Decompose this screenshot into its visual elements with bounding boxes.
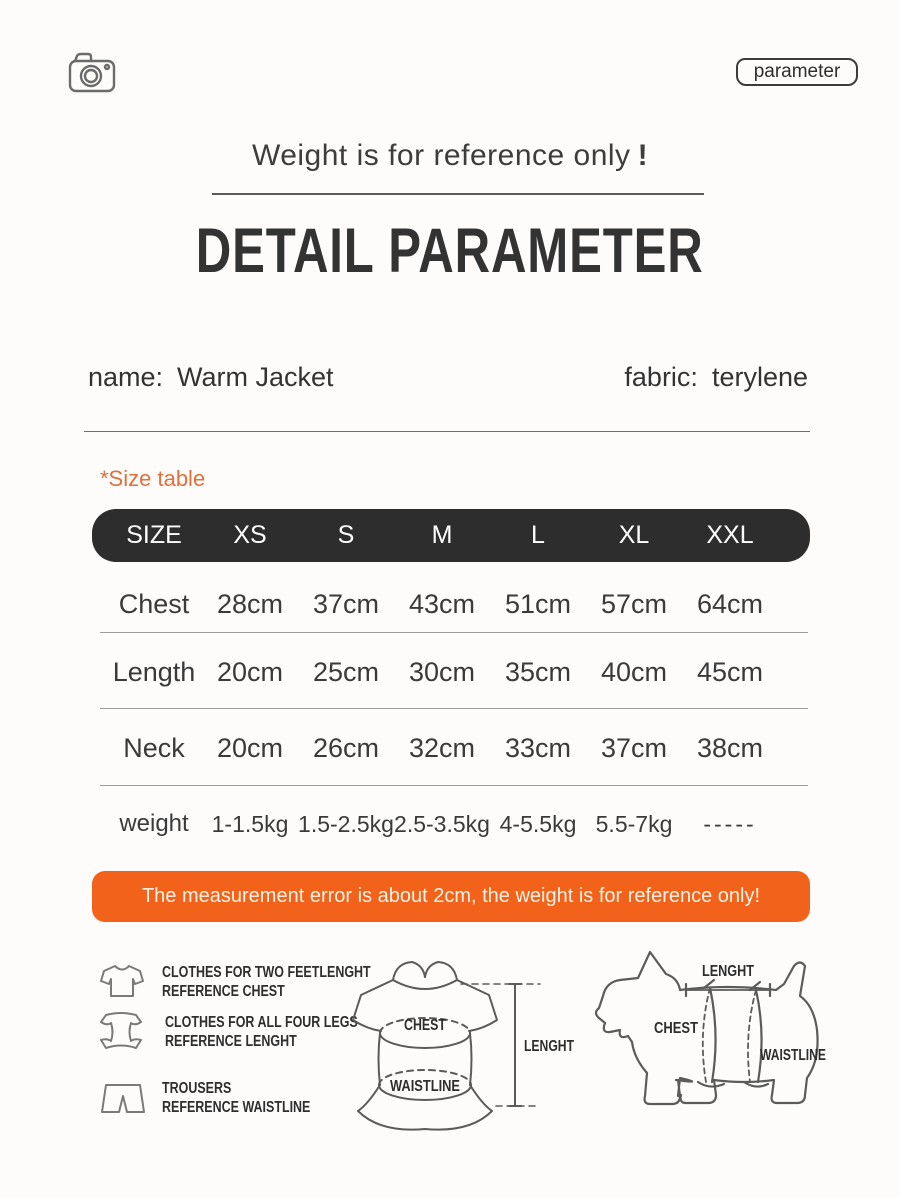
cell: 2.5-3.5kg	[394, 810, 490, 837]
table-row-neck	[92, 730, 810, 766]
size-table-header	[92, 509, 810, 562]
dog-chest-label: CHEST	[654, 1020, 699, 1037]
cell: 25cm	[312, 656, 380, 687]
row-label: Chest	[118, 588, 190, 619]
legend-item-four-legs: CLOTHES FOR ALL FOUR LEGS REFERENCE LENGHT	[165, 1014, 358, 1050]
row-label: Neck	[123, 732, 185, 763]
parameter-badge-label: parameter	[753, 61, 841, 82]
row-label: weight	[119, 810, 189, 837]
dog-waistline-label: WAISTLINE	[760, 1047, 827, 1064]
row-divider	[100, 708, 808, 709]
product-fabric	[624, 362, 808, 393]
col-l: L	[531, 521, 545, 549]
col-xl: XL	[618, 521, 650, 549]
table-row-length	[92, 654, 810, 690]
cell: 1-1.5kg	[211, 810, 289, 837]
trousers-icon	[101, 1082, 145, 1116]
cell: 28cm	[216, 588, 284, 619]
col-size: SIZE	[126, 521, 182, 549]
product-name	[88, 362, 334, 393]
shirt-chest-label: CHEST	[404, 1017, 447, 1034]
product-fabric-value: terylene	[711, 362, 808, 392]
page-title: DETAIL PARAMETER	[196, 215, 704, 286]
reference-subtitle: Weight is for reference only !	[251, 139, 649, 172]
cell: 45cm	[696, 656, 764, 687]
cell: 37cm	[312, 588, 380, 619]
col-s: S	[337, 521, 355, 549]
dog-length-label: LENGHT	[702, 963, 755, 980]
tshirt-icon	[99, 962, 145, 1000]
table-row-weight	[92, 806, 810, 842]
section-divider	[84, 431, 810, 432]
cell: 20cm	[216, 656, 284, 687]
cell: 33cm	[504, 732, 572, 763]
col-xs: XS	[233, 521, 267, 549]
bodysuit-icon	[98, 1010, 144, 1052]
cell: 35cm	[504, 656, 572, 687]
row-divider	[100, 632, 808, 633]
cell: 30cm	[408, 656, 476, 687]
cell: 4-5.5kg	[499, 810, 577, 837]
dog-measurement-diagram	[586, 938, 891, 1143]
shirt-waistline-label: WAISTLINE	[390, 1078, 461, 1095]
table-row-chest	[92, 586, 810, 622]
camera-icon	[66, 50, 118, 96]
cell: 64cm	[696, 588, 764, 619]
legend-item-two-feet: CLOTHES FOR TWO FEETLENGHT REFERENCE CHEST	[162, 964, 371, 1000]
cell: 1.5-2.5kg	[298, 810, 394, 837]
cell: 37cm	[600, 732, 668, 763]
measurement-notice-banner	[92, 871, 810, 922]
cell: 5.5-7kg	[595, 810, 673, 837]
cell: 20cm	[216, 732, 284, 763]
legend-item-trousers: TROUSERS REFERENCE WAISTLINE	[162, 1080, 311, 1116]
subtitle-underline	[212, 193, 704, 195]
cell: 26cm	[312, 732, 380, 763]
cell: 40cm	[600, 656, 668, 687]
row-label: Length	[112, 656, 196, 687]
col-xxl: XXL	[706, 521, 754, 549]
product-info-row	[0, 362, 900, 393]
cell: -----	[703, 810, 757, 837]
product-name-label: name:	[88, 362, 164, 392]
col-m: M	[431, 521, 453, 549]
notice-text: The measurement error is about 2cm, the weight is for reference only!	[141, 885, 761, 907]
shirt-measurement-diagram	[328, 948, 593, 1148]
product-name-value: Warm Jacket	[177, 362, 334, 392]
shirt-length-label: LENGHT	[524, 1038, 575, 1055]
cell: 43cm	[408, 588, 476, 619]
cell: 51cm	[504, 588, 572, 619]
cell: 38cm	[696, 732, 764, 763]
parameter-badge[interactable]	[736, 58, 858, 86]
cell: 57cm	[600, 588, 668, 619]
row-divider	[100, 785, 808, 786]
product-fabric-label: fabric:	[624, 362, 698, 392]
cell: 32cm	[408, 732, 476, 763]
size-table-caption: *Size table	[100, 466, 206, 491]
